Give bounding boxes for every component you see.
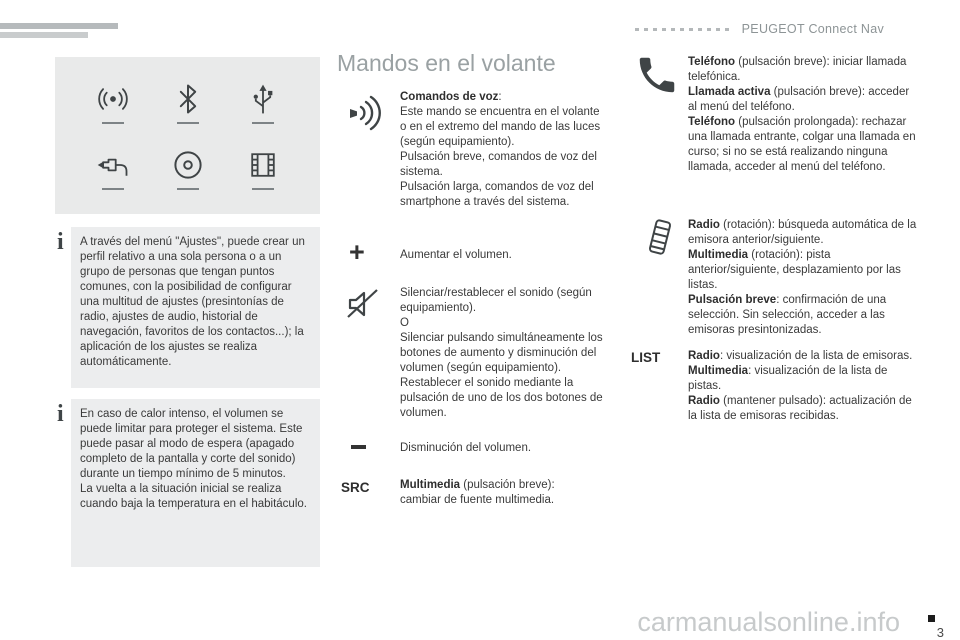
list-button-label: LIST — [631, 350, 661, 365]
radio-broadcast-icon — [95, 81, 131, 124]
header-dotted-line — [635, 28, 730, 31]
control-text-voice: Comandos de voz: Este mando se encuentra en el volante o en el extremo del mando de las luces (según equipamiento). Pulsación breve, comandos de voz del sistema. Pulsación larga, comandos de voz del smartphone a través del sistema. — [400, 91, 601, 208]
control-text-list: Radio: visualización de la lista de emisoras. Multimedia: visualización de la lista de pistas. Radio (mantener pulsado): actualización de la lista de emisoras recibidas. — [688, 350, 913, 422]
header-brand: PEUGEOT Connect Nav — [741, 22, 884, 36]
info-icon: i — [57, 229, 64, 255]
watermark: carmanualsonline.info — [637, 607, 900, 637]
volume-down-icon — [351, 445, 366, 449]
icon-underline — [102, 122, 124, 124]
icon-underline — [177, 122, 199, 124]
decor-stripe-1 — [0, 23, 118, 29]
control-text-wheel: Radio (rotación): búsqueda automática de la emisora anterior/siguiente. Multimedia (rotación): pista anterior/siguiente, desplazamiento por las listas. Pulsación breve: confirmación de una selección. Sin selección, acceder a las emisoras presintonizadas. — [688, 219, 917, 336]
src-button-label: SRC — [341, 480, 370, 495]
note-box-settings-profile — [71, 227, 320, 388]
icon-underline — [177, 188, 199, 190]
phone-icon — [634, 52, 680, 103]
info-icon: i — [57, 401, 64, 427]
page-header — [635, 22, 884, 36]
page-number: 3 — [936, 625, 944, 640]
page-title: Mandos en el volante — [337, 50, 556, 76]
volume-up-icon: + — [349, 237, 365, 267]
control-text-src: Multimedia (pulsación breve): cambiar de fuente multimedia. — [400, 479, 555, 506]
control-text-volume-down: Disminución del volumen. — [400, 442, 532, 454]
icon-underline — [252, 122, 274, 124]
decor-stripe-2 — [0, 32, 88, 38]
control-text-mute: Silenciar/restablecer el sonido (según equipamiento). O Silenciar pulsando simultáneamente los botones de aumento y disminución del volumen (según equipamiento). Restablecer el sonido mediante la pulsación de uno de los dos botones de volumen. — [400, 287, 603, 419]
source-icons-panel — [55, 57, 320, 214]
media-files-icon — [245, 147, 281, 190]
mute-icon — [345, 286, 381, 327]
icon-underline — [102, 188, 124, 190]
note-text: En caso de calor intenso, el volumen se puede limitar para proteger el sistema. Este puede pasar al modo de espera (apagado completo de la pantalla y corte del sonido) durante un tiempo mínimo de 5 minutos. La vuelta a la situación inicial se realiza cuando baja la temperatura en el habitáculo. — [80, 408, 307, 510]
control-text-phone: Teléfono (pulsación breve): iniciar llamada telefónica. Llamada activa (pulsación breve): acceder al menú del teléfono. Teléfono (pulsación prolongada): rechazar una llamada entrante, colgar una llamada en curso; si no se está realizando ninguna llamada, acceder al menú del teléfono. — [688, 56, 916, 173]
scroll-wheel-icon — [640, 217, 680, 262]
voice-command-icon — [342, 90, 388, 141]
control-text-volume-up: Aumentar el volumen. — [400, 249, 512, 261]
section-marker — [928, 615, 935, 622]
cd-disc-icon — [170, 147, 206, 190]
usb-icon — [245, 81, 281, 124]
note-text: A través del menú "Ajustes", puede crear un perfil relativo a una sola persona o a un grupo de personas que tengan puntos comunes, con la posibilidad de configurar una multitud de ajustes (presintonías de radio, ajustes de audio, historial de navegación, favoritos de los contactos...); la aplicación de los ajustes se realiza automáticamente. — [80, 236, 305, 368]
bluetooth-icon — [170, 81, 206, 124]
aux-jack-icon — [95, 147, 131, 190]
note-box-heat-protection — [71, 399, 320, 567]
icon-underline — [252, 188, 274, 190]
